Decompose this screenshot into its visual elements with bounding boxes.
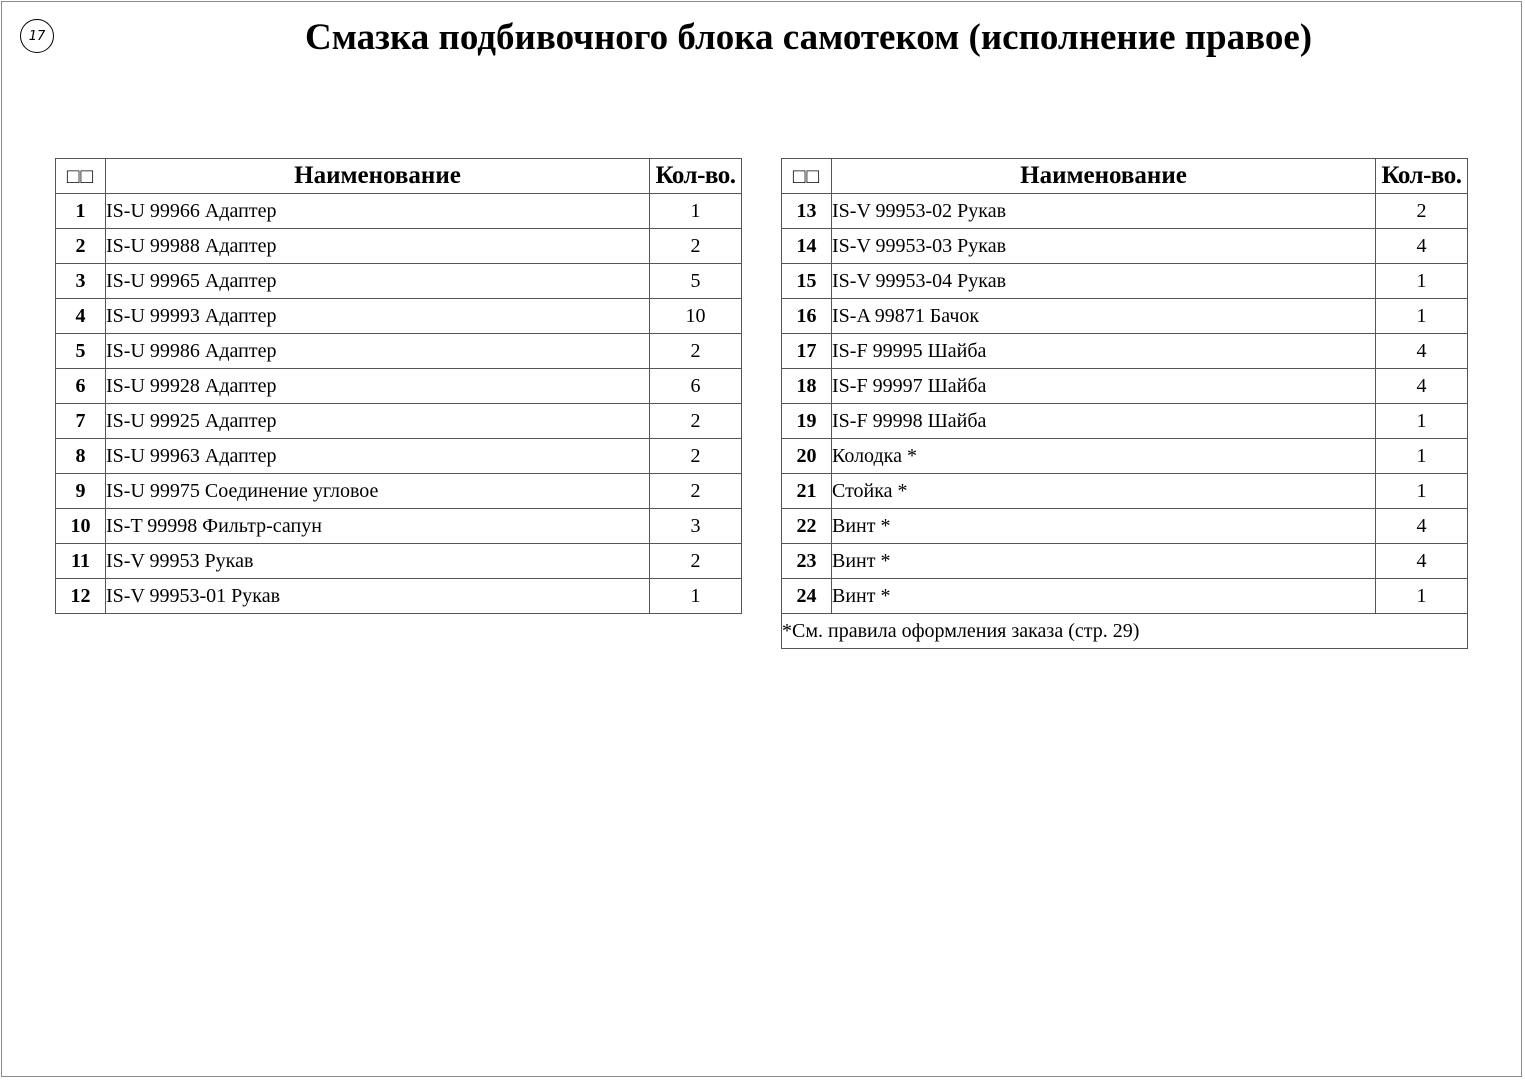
column-header-number: □□ xyxy=(56,159,106,194)
row-number: 1 xyxy=(56,194,106,229)
row-number: 12 xyxy=(56,579,106,614)
row-quantity: 1 xyxy=(1376,299,1468,334)
row-name: Винт * xyxy=(832,579,1376,614)
row-name: IS-V 99953-02 Рукав xyxy=(832,194,1376,229)
row-quantity: 1 xyxy=(1376,579,1468,614)
row-number: 10 xyxy=(56,509,106,544)
row-quantity: 2 xyxy=(650,404,742,439)
parts-table-right-body xyxy=(782,194,1468,614)
table-row xyxy=(782,299,1468,334)
row-quantity: 2 xyxy=(650,474,742,509)
row-quantity: 1 xyxy=(1376,264,1468,299)
row-name: Колодка * xyxy=(832,439,1376,474)
parts-table-left-body xyxy=(56,194,742,614)
page-number-badge: 17 xyxy=(20,19,54,53)
row-number: 14 xyxy=(782,229,832,264)
row-quantity: 1 xyxy=(1376,439,1468,474)
table-row xyxy=(782,229,1468,264)
table-row xyxy=(782,194,1468,229)
row-name: IS-V 99953 Рукав xyxy=(106,544,650,579)
table-row xyxy=(782,544,1468,579)
row-name: IS-V 99953-03 Рукав xyxy=(832,229,1376,264)
row-name: IS-U 99993 Адаптер xyxy=(106,299,650,334)
row-name: IS-T 99998 Фильтр-сапун xyxy=(106,509,650,544)
row-name: Стойка * xyxy=(832,474,1376,509)
table-row xyxy=(56,334,742,369)
row-name: Винт * xyxy=(832,544,1376,579)
row-number: 4 xyxy=(56,299,106,334)
table-row xyxy=(782,369,1468,404)
row-name: IS-F 99995 Шайба xyxy=(832,334,1376,369)
table-row xyxy=(56,404,742,439)
table-row xyxy=(782,509,1468,544)
table-header-row xyxy=(56,159,742,194)
footnote-text: *См. правила оформления заказа (стр. 29) xyxy=(782,614,1468,649)
table-row xyxy=(56,474,742,509)
table-row xyxy=(782,579,1468,614)
table-row xyxy=(56,544,742,579)
table-row xyxy=(782,264,1468,299)
row-quantity: 4 xyxy=(1376,369,1468,404)
row-number: 23 xyxy=(782,544,832,579)
row-name: IS-U 99988 Адаптер xyxy=(106,229,650,264)
row-number: 6 xyxy=(56,369,106,404)
table-row xyxy=(56,509,742,544)
table-row xyxy=(56,264,742,299)
row-quantity: 4 xyxy=(1376,334,1468,369)
row-quantity: 3 xyxy=(650,509,742,544)
row-number: 18 xyxy=(782,369,832,404)
column-header-name: Наименование xyxy=(106,159,650,194)
table-header-row xyxy=(782,159,1468,194)
row-name: IS-F 99998 Шайба xyxy=(832,404,1376,439)
row-number: 8 xyxy=(56,439,106,474)
row-name: IS-U 99925 Адаптер xyxy=(106,404,650,439)
table-row xyxy=(56,369,742,404)
table-row xyxy=(782,474,1468,509)
row-name: IS-U 99966 Адаптер xyxy=(106,194,650,229)
column-header-quantity: Кол-во. xyxy=(650,159,742,194)
row-name: IS-F 99997 Шайба xyxy=(832,369,1376,404)
row-number: 15 xyxy=(782,264,832,299)
row-quantity: 1 xyxy=(650,194,742,229)
page-title: Смазка подбивочного блока самотеком (исполнение правое) xyxy=(305,17,1313,58)
row-number: 2 xyxy=(56,229,106,264)
row-quantity: 4 xyxy=(1376,544,1468,579)
row-name: IS-A 99871 Бачок xyxy=(832,299,1376,334)
row-number: 16 xyxy=(782,299,832,334)
footnote-row xyxy=(782,614,1468,649)
parts-table-right xyxy=(781,158,1468,649)
row-number: 17 xyxy=(782,334,832,369)
row-number: 21 xyxy=(782,474,832,509)
row-name: IS-U 99965 Адаптер xyxy=(106,264,650,299)
row-number: 7 xyxy=(56,404,106,439)
row-name: IS-U 99963 Адаптер xyxy=(106,439,650,474)
row-quantity: 4 xyxy=(1376,509,1468,544)
column-header-quantity: Кол-во. xyxy=(1376,159,1468,194)
parts-table-left xyxy=(55,158,742,614)
row-name: IS-U 99986 Адаптер xyxy=(106,334,650,369)
table-row xyxy=(56,439,742,474)
table-row xyxy=(56,579,742,614)
row-quantity: 2 xyxy=(650,544,742,579)
row-quantity: 2 xyxy=(650,229,742,264)
column-header-name: Наименование xyxy=(832,159,1376,194)
row-number: 9 xyxy=(56,474,106,509)
table-row xyxy=(56,229,742,264)
row-quantity: 5 xyxy=(650,264,742,299)
row-number: 22 xyxy=(782,509,832,544)
row-quantity: 1 xyxy=(1376,474,1468,509)
row-name: IS-U 99975 Соединение угловое xyxy=(106,474,650,509)
row-number: 19 xyxy=(782,404,832,439)
table-row xyxy=(56,299,742,334)
column-header-number: □□ xyxy=(782,159,832,194)
table-row xyxy=(782,404,1468,439)
row-number: 3 xyxy=(56,264,106,299)
row-quantity: 1 xyxy=(1376,404,1468,439)
row-quantity: 1 xyxy=(650,579,742,614)
row-number: 20 xyxy=(782,439,832,474)
row-name: IS-V 99953-04 Рукав xyxy=(832,264,1376,299)
row-number: 13 xyxy=(782,194,832,229)
table-row xyxy=(782,334,1468,369)
table-row xyxy=(782,439,1468,474)
row-quantity: 2 xyxy=(650,439,742,474)
row-name: IS-V 99953-01 Рукав xyxy=(106,579,650,614)
row-number: 11 xyxy=(56,544,106,579)
table-row xyxy=(56,194,742,229)
row-name: Винт * xyxy=(832,509,1376,544)
row-quantity: 2 xyxy=(1376,194,1468,229)
row-quantity: 6 xyxy=(650,369,742,404)
row-quantity: 4 xyxy=(1376,229,1468,264)
row-name: IS-U 99928 Адаптер xyxy=(106,369,650,404)
row-number: 5 xyxy=(56,334,106,369)
row-quantity: 10 xyxy=(650,299,742,334)
row-number: 24 xyxy=(782,579,832,614)
row-quantity: 2 xyxy=(650,334,742,369)
